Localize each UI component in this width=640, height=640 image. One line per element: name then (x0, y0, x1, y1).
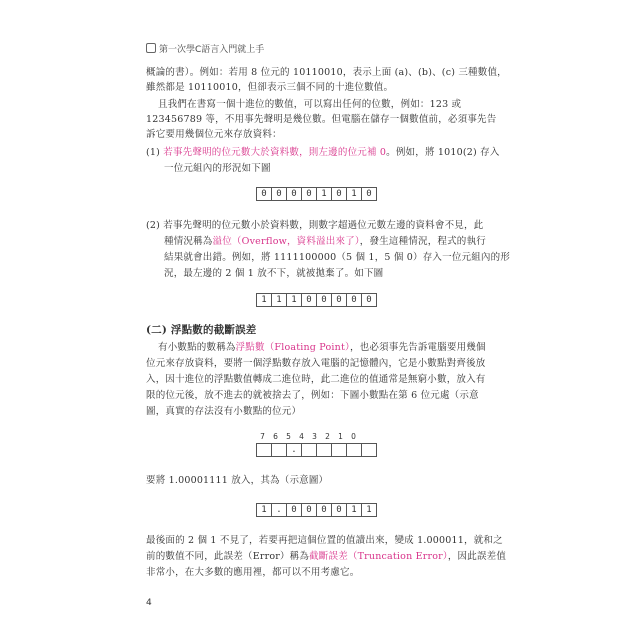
bit-cell: 0 (286, 187, 302, 201)
paragraph-line: 要將 1.00001111 放入，其為（示意圖） (146, 475, 329, 486)
bit-cell (361, 443, 377, 457)
item-number: (1) (146, 147, 164, 158)
bit-cell (301, 443, 317, 457)
bit-cell: 0 (331, 187, 347, 201)
paragraph-line: 最後面的 2 個 1 不見了，若要再把這個位置的值讀出來，變成 1.000011，就和之 (146, 535, 503, 546)
bit-cell: 1 (256, 293, 272, 307)
list-item-2-cont (164, 235, 486, 248)
bit-cell: . (271, 503, 287, 517)
bit-cell: 0 (301, 187, 317, 201)
bit-index: 3 (312, 432, 317, 441)
bit-cell: 1 (361, 503, 377, 517)
bit-cell: 0 (316, 293, 332, 307)
para-text: 有小數點的數稱為 (158, 342, 236, 353)
bit-cell: 1 (271, 293, 287, 307)
bit-cell: 1 (256, 503, 272, 517)
item-text: ，發生這種情況，程式的執行 (359, 236, 486, 247)
highlight-text: 浮點數（Floating Point） (235, 342, 350, 353)
bit-index: 0 (351, 432, 356, 441)
bit-cell: 1 (286, 293, 302, 307)
paragraph-line (146, 550, 506, 563)
bit-cell: 0 (361, 187, 377, 201)
highlight-text: 溢位（Overflow，資料溢出來了） (212, 236, 360, 247)
bit-index: 5 (286, 432, 291, 441)
header-title: 第一次學C語言入門就上手 (159, 45, 265, 55)
bit-index: 1 (338, 432, 343, 441)
byte-box-2 (257, 293, 377, 307)
highlight-text: 若事先聲明的位元數大於資料數，則左邊的位元補 0 (163, 147, 387, 158)
bit-cell: 0 (361, 293, 377, 307)
bit-cell: 0 (346, 293, 362, 307)
paragraph-line: 限的位元後，放不進去的就被捨去了，例如：下圖小數點在第 6 位元處（示意 (146, 390, 479, 401)
paragraph-line: 圖，真實的存法沒有小數點的位元） (146, 406, 302, 417)
bit-cell: 0 (301, 293, 317, 307)
bit-cell (256, 443, 272, 457)
byte-box-1 (257, 187, 377, 201)
page-number: 4 (146, 598, 152, 608)
list-item-2: (2) 若事先聲明的位元數小於資料數，則數字超過位元數左邊的資料會不見，此 (146, 220, 484, 231)
para-text: ，因此誤差值 (447, 551, 507, 562)
paragraph-line: 訴它要用幾個位元來存放資料： (146, 129, 282, 140)
bit-index: 6 (273, 432, 278, 441)
bit-cell (331, 443, 347, 457)
list-item-2-cont: 結果就會出錯。例如，將 1111100000（5 個 1，5 個 0）存入一位元組內的形 (164, 252, 511, 263)
bit-cell: 0 (256, 187, 272, 201)
paragraph-line: 位元來存放資料，要將一個浮點數存放入電腦的記憶體內，它是小數點對齊後放 (146, 358, 486, 369)
book-icon (146, 43, 156, 53)
bit-cell (316, 443, 332, 457)
paragraph-line (158, 341, 486, 354)
highlight-text: 截斷誤差（Truncation Error） (309, 551, 448, 562)
bit-index: 4 (299, 432, 304, 441)
para-text: ，也必須事先告訴電腦要用幾個 (349, 342, 486, 353)
list-item-1 (146, 146, 500, 159)
bit-cell: 1 (316, 187, 332, 201)
bit-cell: 0 (301, 503, 317, 517)
paragraph-line: 概論的書）。例如：若用 8 位元的 10110010，表示上面 (a)、(b)、(c) 三種數值， (146, 67, 507, 78)
bit-cell (271, 443, 287, 457)
section-title: (二) 浮點數的截斷誤差 (146, 324, 257, 336)
bit-index-row (256, 432, 360, 441)
bit-cell: 1 (346, 503, 362, 517)
item-text: 種情況稱為 (164, 236, 213, 247)
paragraph-line: 入，因十進位的浮點數值轉成二進位時，此二進位的值通常是無窮小數，放入有 (146, 374, 486, 385)
para-text: 前的數值不同，此誤差（Error）稱為 (146, 551, 310, 562)
item-text: 。例如，將 1010(2) 存入 (386, 147, 500, 158)
bit-cell: 1 (346, 187, 362, 201)
paragraph-line: 且我們在書寫一個十進位的數值，可以寫出任何的位數，例如：123 或 (158, 99, 462, 110)
running-header (146, 42, 264, 55)
bit-cell: 0 (271, 187, 287, 201)
bit-cell: 0 (331, 503, 347, 517)
byte-box-3 (257, 443, 377, 457)
bit-index: 2 (325, 432, 330, 441)
bit-cell: 0 (286, 503, 302, 517)
bit-cell: 0 (331, 293, 347, 307)
paragraph-line: 雖然都是 10110010，但卻表示三個不同的十進位數值。 (146, 82, 394, 93)
bit-index: 7 (260, 432, 265, 441)
list-item-1-cont: 一位元組內的形況如下圖 (164, 163, 271, 174)
bit-cell: . (286, 443, 302, 457)
paragraph-line: 非常小，在大多數的應用裡，都可以不用考慮它。 (146, 567, 360, 578)
list-item-2-cont: 況，最左邊的 2 個 1 放不下，就被拋棄了。如下圖 (164, 268, 384, 279)
bit-cell: 0 (316, 503, 332, 517)
byte-box-4 (257, 503, 377, 517)
bit-cell (346, 443, 362, 457)
paragraph-line: 123456789 等，不用事先聲明是幾位數。但電腦在儲存一個數值前，必須事先告 (146, 114, 497, 125)
